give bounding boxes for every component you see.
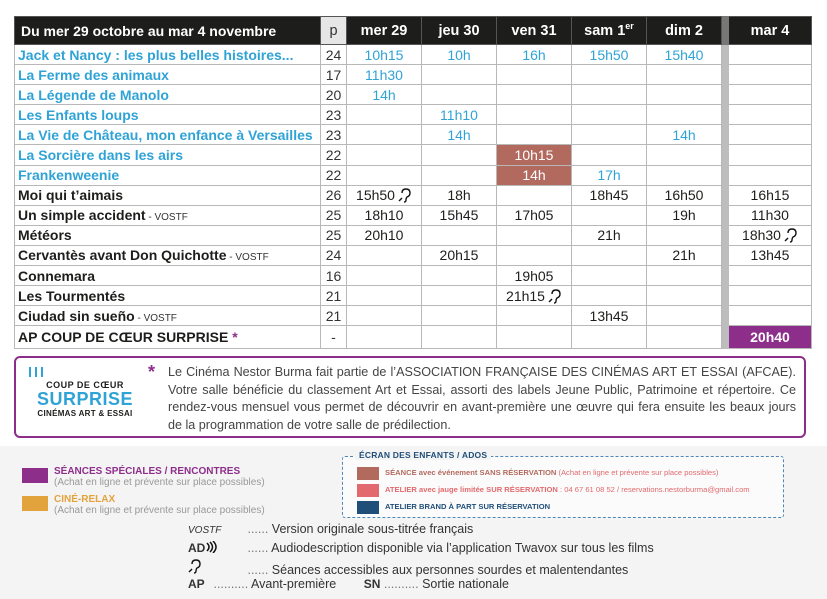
empty-cell — [729, 286, 812, 306]
film-title: AP COUP DE CŒUR SURPRISE * — [15, 326, 321, 349]
empty-cell — [422, 65, 497, 85]
column-separator — [722, 225, 729, 245]
film-title: Moi qui t’aimais — [15, 185, 321, 205]
column-separator — [722, 145, 729, 165]
film-title: La Légende de Manolo — [15, 85, 321, 105]
empty-cell — [572, 65, 647, 85]
page-number: 17 — [321, 65, 347, 85]
ecran-text: ATELIER BRAND À PART SUR RÉSERVATION — [385, 502, 551, 511]
session-time: 19h05 — [497, 266, 572, 286]
empty-cell — [729, 45, 812, 65]
column-separator — [722, 205, 729, 225]
empty-cell — [729, 165, 812, 185]
logo-line-2: SURPRISE — [36, 389, 134, 409]
empty-cell — [497, 125, 572, 145]
empty-cell — [422, 165, 497, 185]
day-header: dim 2 — [647, 17, 722, 45]
empty-cell — [729, 65, 812, 85]
audiodescription-icon: AD — [188, 541, 244, 555]
empty-cell — [729, 85, 812, 105]
session-time: 15h45 — [422, 205, 497, 225]
column-separator — [722, 85, 729, 105]
header-row — [15, 17, 812, 45]
session-time: 20h40 — [729, 326, 812, 349]
schedule-table — [14, 16, 812, 349]
day-header — [572, 17, 647, 45]
asterisk: * — [148, 362, 156, 382]
empty-cell — [572, 105, 647, 125]
session-time: 21h — [647, 245, 722, 265]
session-time: 15h40 — [647, 45, 722, 65]
ecran-swatch — [357, 484, 379, 497]
empty-cell — [497, 105, 572, 125]
film-row — [15, 286, 812, 306]
empty-cell — [422, 286, 497, 306]
empty-cell — [729, 145, 812, 165]
coup-de-coeur-text: Le Cinéma Nestor Burma fait partie de l’ASSOCIATION FRANÇAISE DES CINÉMAS ART ET ESSAI (AFCAE). Votre salle bénéficie du classement Art et Essai, assorti des labels Jeune Public, Patrimoine et répertoire. Ce rendez-vous mensuel vous permet de découvrir en avant-première une œuvre qui fera ensuite les beaux jours de la programmation de votre salle de prédilection. — [168, 365, 796, 432]
session-time: 19h — [647, 205, 722, 225]
page-number: 21 — [321, 306, 347, 326]
abbr-key: VOSTF — [188, 525, 222, 536]
empty-cell — [647, 145, 722, 165]
empty-cell — [647, 286, 722, 306]
empty-cell — [572, 145, 647, 165]
ecran-title: ÉCRAN DES ENFANTS / ADOS — [355, 450, 491, 460]
empty-cell — [497, 225, 572, 245]
empty-cell — [647, 326, 722, 349]
empty-cell — [347, 125, 422, 145]
schedule-body — [15, 45, 812, 349]
empty-cell — [422, 306, 497, 326]
empty-cell — [497, 65, 572, 85]
page-number: 22 — [321, 165, 347, 185]
empty-cell — [572, 85, 647, 105]
logo-line-1: COUP DE CŒUR — [46, 380, 124, 390]
empty-cell — [497, 326, 572, 349]
empty-cell — [347, 326, 422, 349]
film-title: Météors — [15, 225, 321, 245]
session-time: 16h50 — [647, 185, 722, 205]
film-row — [15, 266, 812, 286]
column-separator — [722, 45, 729, 65]
column-separator — [722, 326, 729, 349]
ecran-text: SÉANCE avec événement SANS RÉSERVATION (Achat en ligne et prévente sur place possibles) — [385, 468, 719, 477]
legend-relax-title: CINÉ-RELAX — [54, 494, 116, 505]
film-row — [15, 125, 812, 145]
empty-cell — [422, 225, 497, 245]
film-title: Jack et Nancy : les plus belles histoires... — [15, 45, 321, 65]
film-title: Connemara — [15, 266, 321, 286]
vostf-label: - VOSTF — [145, 212, 188, 224]
empty-cell — [347, 145, 422, 165]
empty-cell — [647, 225, 722, 245]
session-time: 10h — [422, 45, 497, 65]
film-title: La Sorcière dans les airs — [15, 145, 321, 165]
film-row — [15, 65, 812, 85]
ecran-text: ATELIER avec jauge limitée SUR RÉSERVATION : 04 67 61 08 52 / reservations.nestorburma@gmail.com — [385, 485, 750, 494]
session-time: 18h10 — [347, 205, 422, 225]
coup-de-coeur-logo — [26, 366, 144, 432]
page-number: 22 — [321, 145, 347, 165]
column-separator — [722, 125, 729, 145]
page-number: 23 — [321, 105, 347, 125]
film-title: Un simple accident - VOSTF — [15, 205, 321, 225]
day-header: mar 4 — [729, 17, 812, 45]
session-time: 17h — [572, 165, 647, 185]
empty-cell — [572, 205, 647, 225]
date-range: Du mer 29 octobre au mar 4 novembre — [15, 17, 321, 45]
session-time: 16h15 — [729, 185, 812, 205]
empty-cell — [347, 105, 422, 125]
session-time: 14h — [497, 165, 572, 185]
film-row — [15, 225, 812, 245]
page-number: 20 — [321, 85, 347, 105]
column-separator — [722, 17, 729, 45]
session-time: 14h — [422, 125, 497, 145]
abbr-desc: Séances accessibles aux personnes sourdes et malentendantes — [271, 563, 629, 577]
day-header: ven 31 — [497, 17, 572, 45]
empty-cell — [497, 85, 572, 105]
empty-cell — [647, 306, 722, 326]
page-number: 23 — [321, 125, 347, 145]
day-header-label: sam 1er — [584, 21, 634, 40]
asterisk: * — [232, 329, 238, 346]
empty-cell — [647, 85, 722, 105]
film-row — [15, 105, 812, 125]
page-number: 16 — [321, 266, 347, 286]
session-time: 20h15 — [422, 245, 497, 265]
column-separator — [722, 65, 729, 85]
empty-cell — [729, 105, 812, 125]
empty-cell — [422, 145, 497, 165]
day-header: jeu 30 — [422, 17, 497, 45]
empty-cell — [572, 245, 647, 265]
session-time: 17h05 — [497, 205, 572, 225]
legend-special-title: SÉANCES SPÉCIALES / RENCONTRES — [54, 466, 241, 477]
empty-cell — [647, 65, 722, 85]
column-separator — [722, 306, 729, 326]
vostf-label: - VOSTF — [226, 252, 269, 264]
page-number: 26 — [321, 185, 347, 205]
day-header: mer 29 — [347, 17, 422, 45]
abbr-key: SN — [363, 577, 381, 591]
page-number: 25 — [321, 205, 347, 225]
empty-cell — [347, 245, 422, 265]
empty-cell — [647, 105, 722, 125]
page-number: - — [321, 326, 347, 349]
column-separator — [722, 266, 729, 286]
hearing-access-icon — [784, 228, 798, 243]
session-time: 18h45 — [572, 185, 647, 205]
session-time: 14h — [647, 125, 722, 145]
empty-cell — [572, 266, 647, 286]
empty-cell — [497, 185, 572, 205]
column-separator — [722, 245, 729, 265]
abbr-desc: Sortie nationale — [422, 577, 509, 591]
film-title: Les Enfants loups — [15, 105, 321, 125]
empty-cell — [347, 165, 422, 185]
session-time: 21h — [572, 225, 647, 245]
session-time: 11h10 — [422, 105, 497, 125]
empty-cell — [347, 286, 422, 306]
empty-cell — [729, 306, 812, 326]
session-time: 13h45 — [729, 245, 812, 265]
session-time: 16h — [497, 45, 572, 65]
empty-cell — [422, 266, 497, 286]
hearing-access-icon — [548, 289, 562, 304]
empty-cell — [729, 266, 812, 286]
vostf-label: - VOSTF — [134, 312, 177, 324]
film-title: Ciudad sin sueño - VOSTF — [15, 306, 321, 326]
column-separator — [722, 185, 729, 205]
film-row — [15, 45, 812, 65]
abbr-desc: Audiodescription disponible via l’application Twavox sur tous les films — [271, 541, 654, 555]
empty-cell — [572, 326, 647, 349]
ecran-swatch — [357, 467, 379, 480]
session-time: 10h15 — [347, 45, 422, 65]
film-title: Frankenweenie — [15, 165, 321, 185]
legend-relax-swatch — [22, 496, 48, 511]
session-time: 18h30 — [729, 225, 812, 245]
film-mark-icon — [26, 366, 46, 378]
column-separator — [722, 165, 729, 185]
film-row — [15, 165, 812, 185]
empty-cell — [572, 125, 647, 145]
empty-cell — [497, 306, 572, 326]
session-time: 10h15 — [497, 145, 572, 165]
empty-cell — [347, 266, 422, 286]
film-row — [15, 306, 812, 326]
abbr-row: VOSTF ...... Version originale sous-titrée français — [188, 522, 474, 536]
film-title: Cervantès avant Don Quichotte - VOSTF — [15, 245, 321, 265]
film-title: La Ferme des animaux — [15, 65, 321, 85]
film-title: Les Tourmentés — [15, 286, 321, 306]
film-row — [15, 85, 812, 105]
page-number: 25 — [321, 225, 347, 245]
film-row — [15, 145, 812, 165]
abbr-row: ...... Séances accessibles aux personnes sourdes et malentendantes — [188, 559, 628, 577]
session-time: 14h — [347, 85, 422, 105]
session-time: 11h30 — [729, 205, 812, 225]
logo-line-3: CINÉMAS ART & ESSAI — [37, 409, 133, 418]
coup-de-coeur-box — [14, 356, 806, 438]
empty-cell — [422, 85, 497, 105]
empty-cell — [497, 245, 572, 265]
session-time: 20h10 — [347, 225, 422, 245]
abbr-desc: Avant-première — [251, 577, 337, 591]
abbr-desc: Version originale sous-titrée français — [271, 522, 474, 536]
film-row — [15, 205, 812, 225]
abbr-row: AD ...... Audiodescription disponible via l’application Twavox sur tous les films — [188, 541, 654, 555]
legend-special-sub: (Achat en ligne et prévente sur place possibles) — [54, 477, 265, 488]
abbr-key: AP — [188, 577, 205, 591]
session-time: 11h30 — [347, 65, 422, 85]
empty-cell — [729, 125, 812, 145]
empty-cell — [572, 286, 647, 306]
abbr-row: AP .......... Avant-première SN .......... Sortie nationale — [188, 577, 509, 591]
session-time: 21h15 — [497, 286, 572, 306]
column-separator — [722, 286, 729, 306]
empty-cell — [647, 165, 722, 185]
empty-cell — [422, 326, 497, 349]
film-title: La Vie de Château, mon enfance à Versailles — [15, 125, 321, 145]
ecran-swatch — [357, 501, 379, 514]
page-number: 24 — [321, 45, 347, 65]
session-time: 15h50 — [572, 45, 647, 65]
legend-relax-sub: (Achat en ligne et prévente sur place possibles) — [54, 505, 265, 516]
ecran-enfants-legend — [342, 450, 784, 518]
session-time: 15h50 — [347, 185, 422, 205]
hearing-access-icon — [398, 188, 412, 203]
legend-special-swatch — [22, 468, 48, 483]
page-column-header: p — [321, 17, 347, 45]
page-number: 21 — [321, 286, 347, 306]
page-number: 24 — [321, 245, 347, 265]
session-time: 13h45 — [572, 306, 647, 326]
empty-cell — [347, 306, 422, 326]
film-row — [15, 326, 812, 349]
film-row — [15, 185, 812, 205]
empty-cell — [647, 266, 722, 286]
film-row — [15, 245, 812, 265]
column-separator — [722, 105, 729, 125]
session-time: 18h — [422, 185, 497, 205]
hearing-access-icon — [188, 559, 244, 577]
